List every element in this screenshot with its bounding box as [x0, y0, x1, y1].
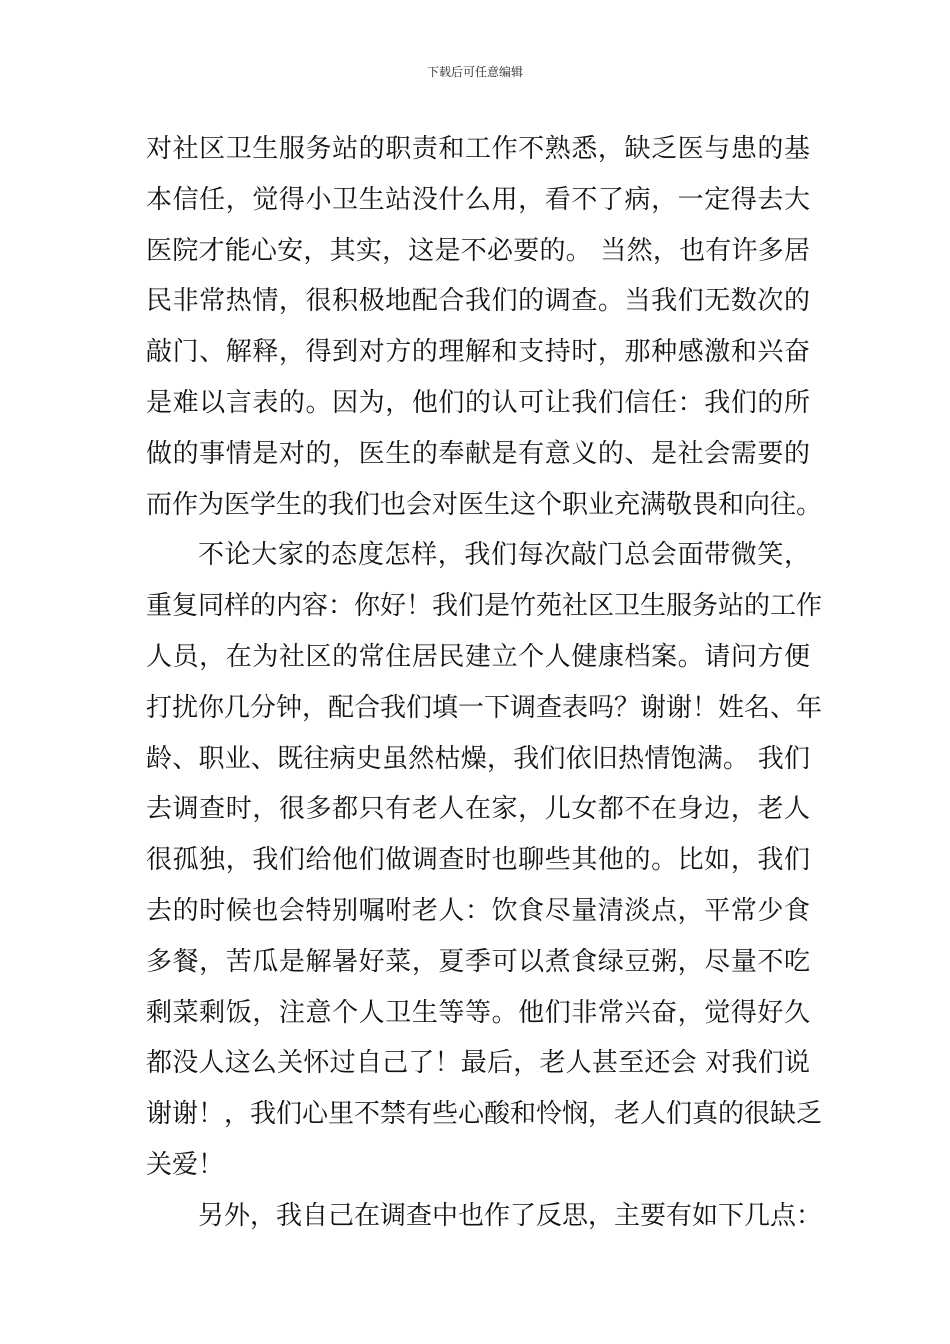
text-line: 本信任，觉得小卫生站没什么用，看不了病，一定得去大: [146, 184, 810, 215]
text-line: 敲门、解释，得到对方的理解和支持时，那种感激和兴奋: [146, 337, 810, 368]
text-line: 做的事情是对的，医生的奉献是有意义的、是社会需要的: [146, 438, 810, 469]
text-line: 剩菜剩饭，注意个人卫生等等。他们非常兴奋，觉得好久: [146, 997, 810, 1028]
text-line: 是难以言表的。因为，他们的认可让我们信任：我们的所: [146, 387, 810, 418]
page-header: 下载后可任意编辑: [426, 65, 523, 79]
text-line: 而作为医学生的我们也会对医生这个职业充满敬畏和向往。: [146, 489, 823, 520]
text-line: 谢谢！，我们心里不禁有些心酸和怜悯，老人们真的很缺乏: [146, 1099, 823, 1130]
text-line: 医院才能心安，其实，这是不必要的。 当然，也有许多居: [146, 235, 810, 266]
document-body: [146, 124, 823, 1242]
text-line: 人员，在为社区的常住居民建立个人健康档案。请问方便: [146, 641, 810, 672]
text-line: 很孤独，我们给他们做调查时也聊些其他的。比如，我们: [146, 845, 810, 876]
text-line: 另外，我自己在调查中也作了反思，主要有如下几点：: [198, 1200, 823, 1231]
text-line: 对社区卫生服务站的职责和工作不熟悉，缺乏医与患的基: [146, 134, 810, 164]
text-line: 多餐，苦瓜是解暑好菜，夏季可以煮食绿豆粥，尽量不吃: [146, 946, 810, 977]
text-line: 民非常热情，很积极地配合我们的调查。当我们无数次的: [146, 286, 810, 317]
text-line: 不论大家的态度怎样，我们每次敲门总会面带微笑，: [198, 540, 810, 571]
text-line: 去的时候也会特别嘱咐老人：饮食尽量清淡点，平常少食: [146, 895, 810, 926]
text-line: 重复同样的内容：你好！我们是竹苑社区卫生服务站的工作: [146, 591, 823, 622]
text-line: 都没人这么关怀过自己了！最后，老人甚至还会 对我们说: [146, 1048, 810, 1079]
text-line: 龄、职业、既往病史虽然枯燥，我们依旧热情饱满。 我们: [146, 743, 810, 774]
text-line: 去调查时，很多都只有老人在家，儿女都不在身边，老人: [146, 794, 810, 825]
text-line: 打扰你几分钟，配合我们填一下调查表吗？谢谢！姓名、年: [146, 692, 823, 723]
text-line: 关爱！: [146, 1149, 225, 1180]
